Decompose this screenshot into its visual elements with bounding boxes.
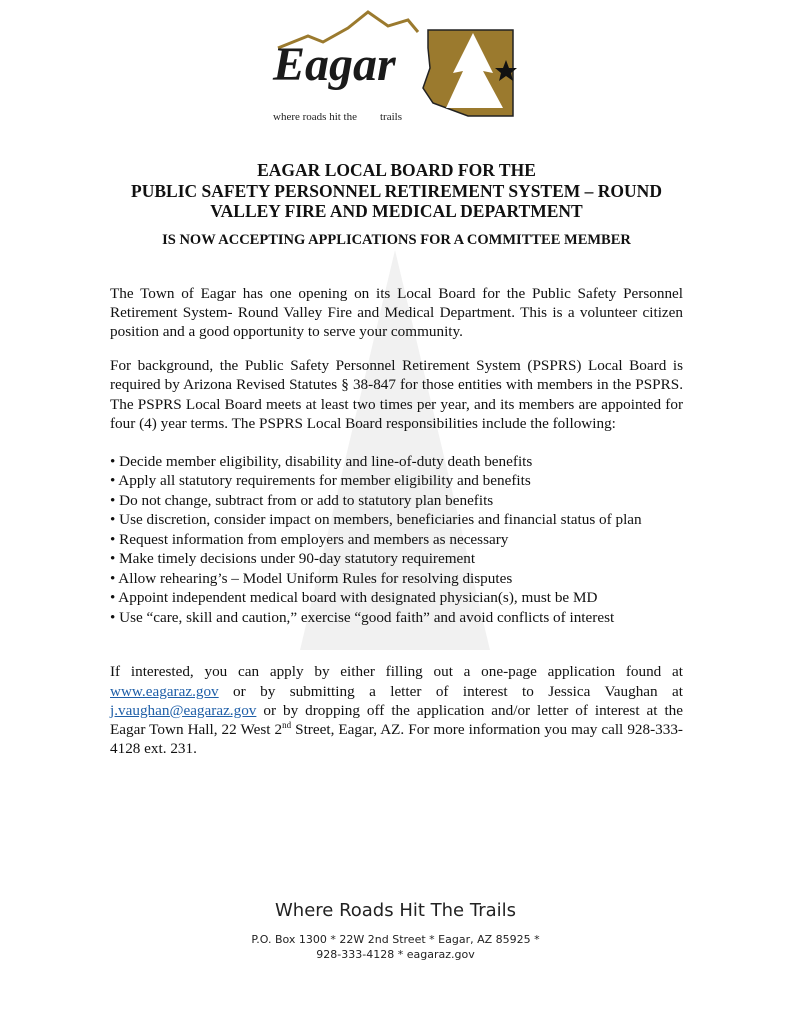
email-link[interactable]: j.vaughan@eagaraz.gov xyxy=(110,701,257,719)
list-item: • Appoint independent medical board with designated physician(s), must be MD xyxy=(110,589,598,607)
list-item: • Make timely decisions under 90-day statutory requirement xyxy=(110,550,476,568)
list-item: • Decide member eligibility, disability and line-of-duty death benefits xyxy=(110,452,533,470)
document-subtitle: IS NOW ACCEPTING APPLICATIONS FOR A COMMITTEE MEMBER xyxy=(162,231,631,248)
responsibilities-list xyxy=(110,452,693,628)
list-item: • Use “care, skill and caution,” exercise “good faith” and avoid conflicts of interest xyxy=(110,608,615,626)
list-item: • Allow rehearing’s – Model Uniform Rules for resolving disputes xyxy=(110,569,513,587)
apply-paragraph xyxy=(110,662,683,758)
list-item: • Request information from employers and members as necessary xyxy=(110,530,509,548)
apply-intro: If interested, you can apply by either filling out a one-page application found at xyxy=(110,663,683,681)
eagar-logo xyxy=(268,8,524,130)
contact-line: 928-333-4128 * eagaraz.gov xyxy=(316,948,475,961)
title-line: VALLEY FIRE AND MEDICAL DEPARTMENT xyxy=(210,201,583,221)
list-item: • Do not change, subtract from or add to statutory plan benefits xyxy=(110,491,494,509)
apply-text: Street, Eagar, AZ. For more information you may call 928-333-4128 ext. 231. xyxy=(110,721,683,758)
footer-address xyxy=(0,932,791,962)
list-item: • Apply all statutory requirements for member eligibility and benefits xyxy=(110,472,531,490)
svg-text:where roads hit the: where roads hit the xyxy=(273,111,357,123)
svg-text:trails: trails xyxy=(380,111,402,123)
website-link[interactable]: www.eagaraz.gov xyxy=(110,682,219,700)
apply-text: or by submitting a letter of interest to Jessica Vaughan at xyxy=(218,682,683,700)
document-body xyxy=(110,160,683,758)
background-paragraph: For background, the Public Safety Personnel Retirement System (PSPRS) Local Board is required by Arizona Revised Statutes § 38-847 for those entities with members in the PSPRS. The PSPRS Local Board meets at least two times per year, and its members are appointed for four (4) year terms. The PSPRS Local Board responsibilities include the following: xyxy=(110,357,683,432)
apply-text: or by dropping off the application and/or letter of interest at the Eagar Town Hall, 22 West 2 xyxy=(110,701,683,739)
ordinal-suffix: nd xyxy=(282,719,292,730)
list-item: • Use discretion, consider impact on members, beneficiaries and financial status of plan xyxy=(110,511,642,529)
title-line: PUBLIC SAFETY PERSONNEL RETIREMENT SYSTEM – ROUND xyxy=(131,180,662,201)
footer-tagline: Where Roads Hit The Trails xyxy=(274,900,517,921)
title-line: EAGAR LOCAL BOARD FOR THE xyxy=(257,160,536,180)
document-title xyxy=(50,160,743,222)
intro-paragraph: The Town of Eagar has one opening on its Local Board for the Public Safety Personnel Retirement System- Round Valley Fire and Medical Department. This is a volunteer citizen position and a good opportunity to serve your community. xyxy=(110,284,683,340)
address-line: P.O. Box 1300 * 22W 2nd Street * Eagar, AZ 85925 * xyxy=(251,933,540,946)
svg-text:Eagar: Eagar xyxy=(273,38,396,91)
